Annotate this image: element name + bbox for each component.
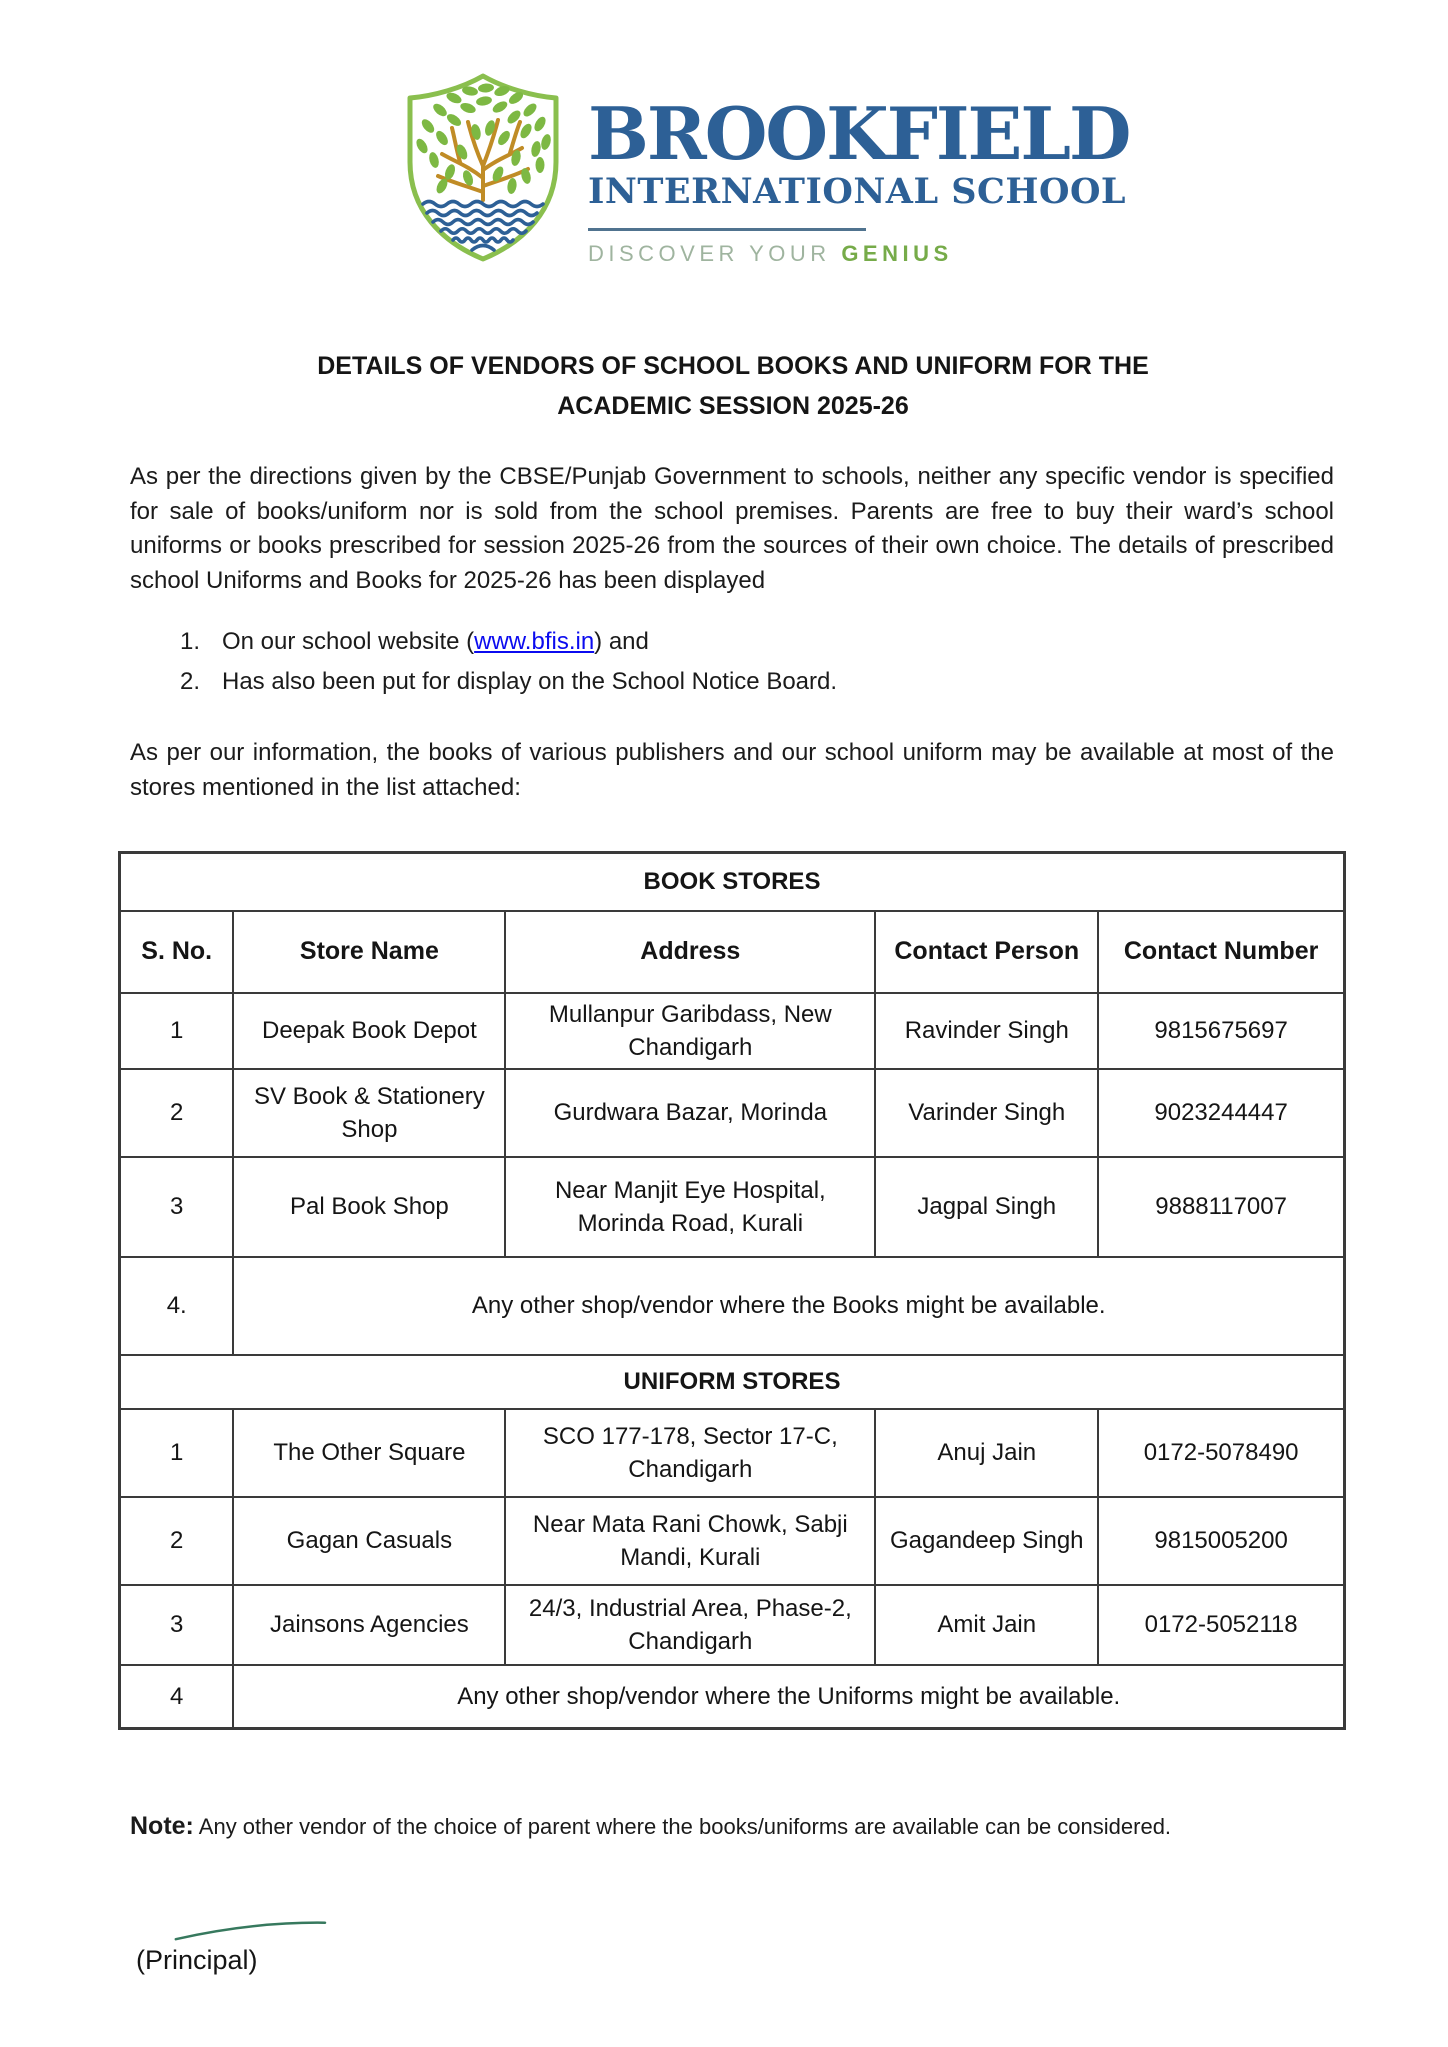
column-header-address: Address bbox=[505, 911, 875, 993]
cell-other-vendors: Any other shop/vendor where the Books might be available. bbox=[233, 1257, 1344, 1355]
tagline-bold: GENIUS bbox=[841, 241, 953, 266]
note bbox=[130, 1812, 1348, 1841]
table-row bbox=[120, 1585, 1345, 1665]
table-row-other bbox=[120, 1257, 1345, 1355]
list-item bbox=[180, 622, 1348, 662]
cell-sno: 2 bbox=[120, 1497, 234, 1585]
cell-address: Near Mata Rani Chowk, Sabji Mandi, Kurali bbox=[505, 1497, 875, 1585]
school-logo-text bbox=[588, 70, 1129, 267]
availability-paragraph: As per our information, the books of various publishers and our school uniform may be available at most of the stores mentioned in the list attached: bbox=[130, 739, 1334, 801]
cell-contact: Anuj Jain bbox=[875, 1409, 1098, 1497]
cell-store: The Other Square bbox=[233, 1409, 505, 1497]
note-text: Any other vendor of the choice of parent where the books/uniforms are available can be considered. bbox=[193, 1814, 1172, 1839]
table-header-row bbox=[120, 911, 1345, 993]
table-row bbox=[120, 1497, 1345, 1585]
cell-address: Near Manjit Eye Hospital, Morinda Road, Kurali bbox=[505, 1157, 875, 1257]
cell-contact: Jagpal Singh bbox=[875, 1157, 1098, 1257]
list-item bbox=[180, 662, 1348, 702]
intro-paragraph: As per the directions given by the CBSE/Punjab Government to schools, neither any specific vendor is specified for sale of books/uniform nor is sold from the school premises. Parents are free to buy their ward’s school uniforms or books prescribed for session 2025-26 from the sources of their own choice. The details of prescribed school Uniforms and Books for 2025-26 has been displayed bbox=[130, 463, 1334, 594]
cell-contact: Gagandeep Singh bbox=[875, 1497, 1098, 1585]
column-header-contact-number: Contact Number bbox=[1098, 911, 1344, 993]
cell-sno: 4. bbox=[120, 1257, 234, 1355]
principal-signature-icon bbox=[112, 1859, 472, 1959]
list-item-text: ) and bbox=[594, 628, 649, 655]
cell-sno: 3 bbox=[120, 1585, 234, 1665]
cell-contact: Ravinder Singh bbox=[875, 993, 1098, 1069]
note-label: Note: bbox=[130, 1812, 194, 1840]
table-row bbox=[120, 1409, 1345, 1497]
cell-contact: Amit Jain bbox=[875, 1585, 1098, 1665]
uniform-stores-section-row bbox=[120, 1355, 1345, 1409]
column-header-store: Store Name bbox=[233, 911, 505, 993]
cell-address: Gurdwara Bazar, Morinda bbox=[505, 1069, 875, 1157]
cell-store: Deepak Book Depot bbox=[233, 993, 505, 1069]
cell-sno: 2 bbox=[120, 1069, 234, 1157]
school-crest-icon bbox=[398, 70, 568, 265]
cell-store: Jainsons Agencies bbox=[233, 1585, 505, 1665]
list-item-number: 1. bbox=[180, 628, 201, 655]
cell-store: Pal Book Shop bbox=[233, 1157, 505, 1257]
cell-sno: 1 bbox=[120, 1409, 234, 1497]
document-title-line2: ACADEMIC SESSION 2025-26 bbox=[557, 392, 909, 420]
book-stores-section-row bbox=[120, 853, 1345, 911]
tagline-light: DISCOVER YOUR bbox=[588, 241, 842, 266]
school-logo bbox=[398, 70, 1348, 266]
list-item-text: Has also been put for display on the School Notice Board. bbox=[222, 668, 838, 695]
cell-store: Gagan Casuals bbox=[233, 1497, 505, 1585]
cell-sno: 4 bbox=[120, 1665, 234, 1729]
cell-sno: 3 bbox=[120, 1157, 234, 1257]
cell-contact: Varinder Singh bbox=[875, 1069, 1098, 1157]
school-tagline bbox=[588, 241, 1129, 267]
cell-sno: 1 bbox=[120, 993, 234, 1069]
cell-other-vendors: Any other shop/vendor where the Uniforms might be available. bbox=[233, 1665, 1344, 1729]
list-item-number: 2. bbox=[180, 668, 201, 695]
cell-phone: 9888117007 bbox=[1098, 1157, 1344, 1257]
table-row bbox=[120, 1069, 1345, 1157]
table-row bbox=[120, 1157, 1345, 1257]
cell-phone: 9815675697 bbox=[1098, 993, 1344, 1069]
book-stores-section-title: BOOK STORES bbox=[120, 853, 1345, 911]
cell-phone: 9815005200 bbox=[1098, 1497, 1344, 1585]
table-row-other bbox=[120, 1665, 1345, 1729]
display-locations-list bbox=[180, 622, 1348, 702]
document-title bbox=[118, 346, 1348, 426]
table-row bbox=[120, 993, 1345, 1069]
cell-address: Mullanpur Garibdass, New Chandigarh bbox=[505, 993, 875, 1069]
principal-label: (Principal) bbox=[136, 1945, 258, 1975]
cell-phone: 0172-5078490 bbox=[1098, 1409, 1344, 1497]
school-website-link[interactable]: www.bfis.in bbox=[474, 628, 595, 655]
uniform-stores-section-title: UNIFORM STORES bbox=[120, 1355, 1345, 1409]
logo-divider bbox=[588, 228, 866, 231]
school-name-subtitle: INTERNATIONAL SCHOOL bbox=[588, 171, 1127, 212]
cell-store: SV Book & Stationery Shop bbox=[233, 1069, 505, 1157]
school-name: BROOKFIELD bbox=[588, 91, 1130, 176]
list-item-text: On our school website ( bbox=[222, 628, 475, 655]
cell-phone: 9023244447 bbox=[1098, 1069, 1344, 1157]
column-header-contact-person: Contact Person bbox=[875, 911, 1098, 993]
cell-address: 24/3, Industrial Area, Phase-2, Chandigarh bbox=[505, 1585, 875, 1665]
vendors-table bbox=[118, 851, 1346, 1730]
cell-phone: 0172-5052118 bbox=[1098, 1585, 1344, 1665]
cell-address: SCO 177-178, Sector 17-C, Chandigarh bbox=[505, 1409, 875, 1497]
column-header-sno: S. No. bbox=[120, 911, 234, 993]
document-title-line1: DETAILS OF VENDORS OF SCHOOL BOOKS AND UNIFORM FOR THE bbox=[317, 352, 1149, 380]
signature-block bbox=[112, 1859, 1348, 1976]
